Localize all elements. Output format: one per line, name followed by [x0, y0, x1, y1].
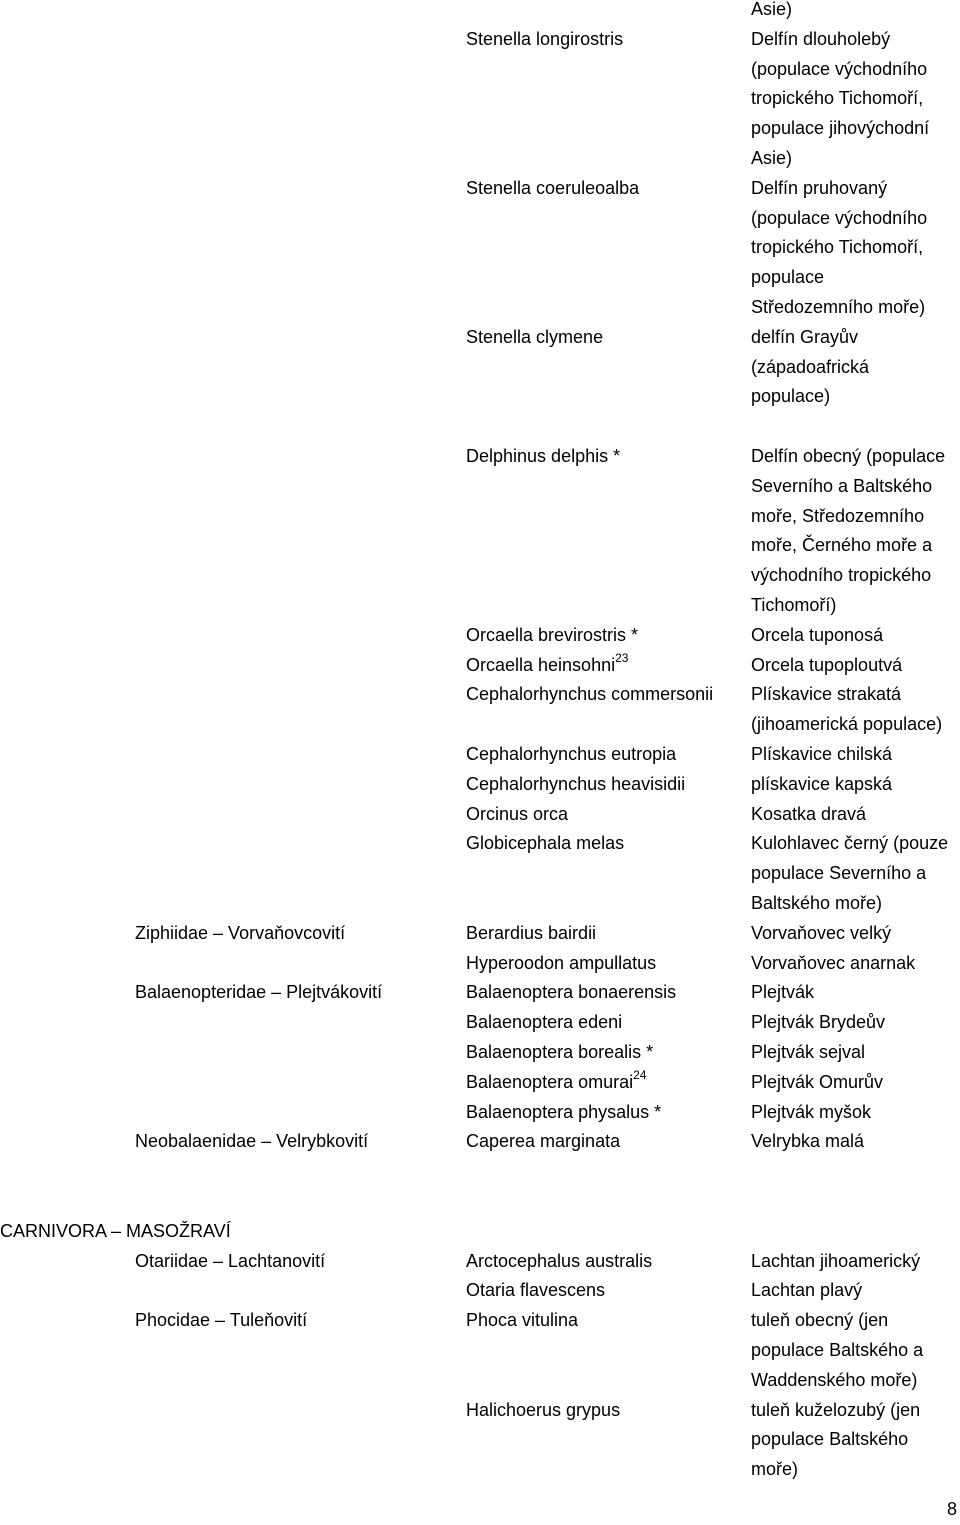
species-czech-name: tuleň kuželozubý (jen [751, 1399, 921, 1420]
species-latin-name: Delphinus delphis * [466, 446, 621, 466]
species-czech-name: Delfín dlouholebý [751, 28, 891, 49]
species-czech-name: (populace východního [751, 58, 928, 79]
species-czech-name: Orcela tuponosá [751, 624, 884, 645]
species-czech-name: (jihoamerická populace) [751, 714, 943, 735]
species-latin-name: Cephalorhynchus heavisidii [466, 773, 686, 794]
species-latin-name: Orcinus orca [466, 803, 569, 824]
species-czech-name: Plejtvák sejval [751, 1042, 866, 1062]
species-czech-name: východního tropického [751, 565, 932, 586]
species-czech-name: Velrybka malá [751, 1131, 865, 1152]
species-czech-name: moře, Černého moře a [751, 535, 933, 556]
order-heading: CARNIVORA – MASOŽRAVÍ [0, 1220, 231, 1241]
species-czech-name: tropického Tichomoří, [751, 237, 924, 258]
species-czech-name: Plískavice strakatá [751, 684, 902, 705]
species-czech-name: Baltského moře) [751, 893, 883, 913]
species-czech-name: Vorvaňovec anarnak [751, 952, 916, 973]
family-name: Ziphiidae – Vorvaňovcovití [135, 922, 346, 943]
species-latin-name: Balaenoptera edeni [466, 1012, 623, 1033]
species-latin-name: Globicephala melas [466, 833, 625, 854]
species-latin-name: Arctocephalus australis [466, 1250, 653, 1271]
page-number: 8 [947, 1499, 958, 1519]
species-latin-name: Stenella coeruleoalba [466, 177, 640, 198]
species-latin-name: Balaenoptera omurai$^{24}$ [466, 1067, 647, 1092]
species-latin-name: Orcaella brevirostris * [466, 624, 639, 645]
species-czech-name: Delfín obecný (populace [751, 446, 946, 466]
species-czech-name: plískavice kapská [751, 773, 893, 794]
species-czech-name: Lachtan plavý [751, 1280, 863, 1301]
species-latin-name: Caperea marginata [466, 1131, 621, 1152]
species-latin-name: Phoca vitulina [466, 1310, 579, 1331]
species-czech-name: Plejtvák Omurův [751, 1071, 884, 1092]
species-czech-name: (západoafrická [751, 356, 870, 377]
species-latin-name: Otaria flavescens [466, 1280, 606, 1301]
species-czech-name: populace [751, 267, 825, 288]
family-name: Phocidae – Tuleňovití [135, 1310, 308, 1331]
species-latin-name: Orcaella heinsohni$^{23}$ [466, 650, 629, 675]
species-latin-name: Balaenoptera physalus * [466, 1101, 662, 1122]
species-latin-name: Cephalorhynchus eutropia [466, 744, 677, 764]
species-czech-name: Severního a Baltského [751, 475, 933, 496]
species-czech-name: Plejtvák [751, 982, 815, 1003]
species-czech-name: populace jihovýchodní [751, 118, 930, 139]
species-latin-name: Balaenoptera borealis * [466, 1042, 654, 1062]
species-czech-name: Asie) [751, 0, 793, 19]
species-czech-name: Asie) [751, 148, 793, 168]
species-czech-name: Tichomoří) [751, 595, 837, 615]
species-czech-name: populace) [751, 386, 831, 407]
species-czech-name: Vorvaňovec velký [751, 922, 892, 943]
footnote-ref: 24 [633, 1067, 647, 1082]
species-czech-name: Středozemního moře) [751, 297, 926, 317]
species-czech-name: moře, Středozemního [751, 505, 925, 526]
species-czech-name: tropického Tichomoří, [751, 88, 924, 109]
species-czech-name: Plejtvák myšok [751, 1101, 872, 1122]
species-latin-name: Stenella clymene [466, 326, 604, 347]
species-latin-name: Stenella longirostris [466, 28, 624, 49]
species-czech-name: Plískavice chilská [751, 744, 893, 764]
species-latin-name: Balaenoptera bonaerensis [466, 982, 677, 1003]
species-czech-name: Kulohlavec černý (pouze [751, 833, 949, 854]
species-czech-name: Delfín pruhovaný [751, 177, 888, 198]
species-czech-name: (populace východního [751, 207, 928, 228]
family-name: Otariidae – Lachtanovití [135, 1250, 326, 1271]
species-czech-name: Kosatka dravá [751, 803, 867, 824]
species-czech-name: Lachtan jihoamerický [751, 1250, 921, 1271]
species-latin-name: Cephalorhynchus commersonii [466, 684, 714, 705]
species-czech-name: Waddenského moře) [751, 1369, 918, 1390]
family-name: Neobalaenidae – Velrybkovití [135, 1131, 369, 1152]
species-latin-name: Hyperoodon ampullatus [466, 952, 657, 973]
species-czech-name: populace Baltského [751, 1429, 909, 1450]
species-czech-name: moře) [751, 1459, 799, 1480]
species-czech-name: tuleň obecný (jen [751, 1310, 889, 1331]
species-latin-name: Halichoerus grypus [466, 1399, 621, 1420]
species-czech-name: populace Baltského a [751, 1340, 924, 1360]
species-czech-name: Plejtvák Brydeův [751, 1012, 886, 1033]
footnote-ref: 23 [615, 650, 629, 665]
species-latin-name: Berardius bairdii [466, 922, 597, 943]
species-czech-name: delfín Grayův [751, 326, 859, 347]
species-czech-name: Orcela tupoploutvá [751, 654, 903, 675]
family-name: Balaenopteridae – Plejtvákovití [135, 982, 383, 1003]
species-czech-name: populace Severního a [751, 863, 927, 884]
